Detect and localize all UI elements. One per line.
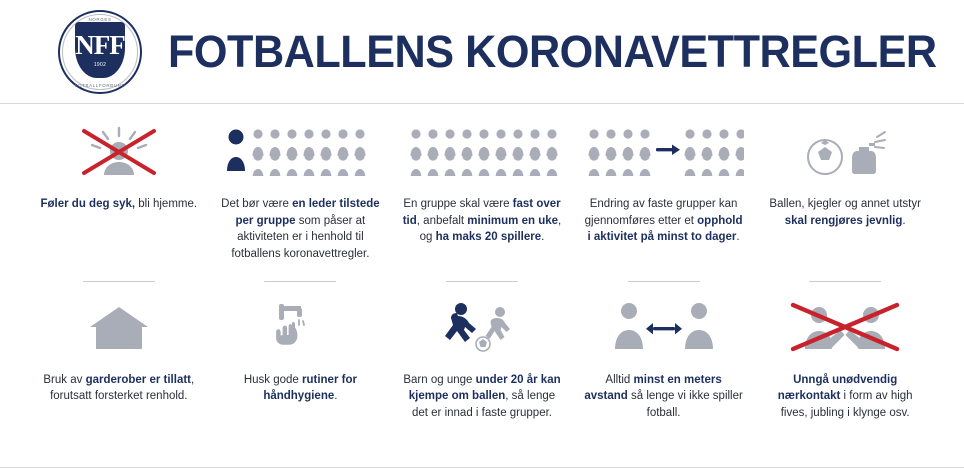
- rule-caption-8: Barn og unge under 20 år kan kjempe om ballen, så lenge det er innad i faste grupper.: [403, 373, 561, 420]
- separator-cell-3: [391, 281, 573, 282]
- rule-caption-2: Det bør være en leder tilstede per gruppe som påser at aktiviteten er i henhold til fotballens koronavettregler.: [221, 198, 380, 261]
- row-separators: [28, 281, 936, 282]
- rule-card-7: [210, 286, 392, 405]
- separator-cell-2: [210, 281, 392, 282]
- separator-line: [83, 281, 155, 282]
- rule-caption-1: Føler du deg syk, bli hjemme.: [40, 198, 198, 210]
- separator-line: [809, 281, 881, 282]
- fixed-group-of-twenty-icon: [401, 120, 563, 182]
- rule-card-9: [573, 286, 755, 422]
- rules-row-2: [28, 286, 936, 422]
- hand-washing-tap-icon: [220, 296, 382, 358]
- rule-caption-6: Bruk av garderober er tillatt, forutsatt forsterket renhold.: [43, 373, 195, 403]
- changing-room-building-icon: [38, 296, 200, 358]
- header: [0, 0, 964, 104]
- rule-card-2: [210, 104, 392, 263]
- rule-caption-10: Unngå unødvendig nærkontakt i form av high fives, jubling i klynge osv.: [777, 373, 913, 420]
- rule-caption-4: Endring av faste grupper kan gjennomføres etter et opphold i aktivitet på minst to dager.: [584, 198, 743, 244]
- children-playing-ball-icon: [401, 296, 563, 358]
- rule-card-8: [391, 286, 573, 422]
- separator-cell-1: [28, 281, 210, 282]
- separator-line: [264, 281, 336, 282]
- rule-card-10: [754, 286, 936, 422]
- rule-card-6: [28, 286, 210, 405]
- nff-logo: [58, 10, 142, 94]
- rules-grid: [0, 104, 964, 422]
- rule-caption-5: Ballen, kjegler og annet utstyr skal rengjøres jevnlig.: [769, 198, 921, 227]
- one-leader-per-group-icon: [220, 120, 382, 182]
- logo-letters: NFF: [75, 30, 125, 60]
- rule-card-5: [754, 104, 936, 229]
- separator-line: [628, 281, 700, 282]
- rule-caption-9: Alltid minst en meters avstand så lenge vi ikke spiller fotball.: [584, 373, 743, 420]
- logo-arc-top-text: NORGES: [88, 17, 112, 22]
- logo-shield-icon: [75, 22, 125, 78]
- sick-person-crossed-out-icon: [38, 120, 200, 182]
- no-close-contact-crossed-out-icon: [764, 296, 926, 358]
- one-meter-distance-icon: [583, 296, 745, 358]
- rule-caption-3: En gruppe skal være fast over tid, anbefalt minimum en uke, og ha maks 20 spillere.: [402, 198, 562, 244]
- rule-caption-7: Husk gode rutiner for håndhygiene.: [243, 373, 357, 403]
- rules-row-1: [28, 104, 936, 263]
- separator-line: [446, 281, 518, 282]
- logo-year: 1902: [93, 62, 107, 68]
- ball-cones-spray-bottle-icon: [764, 120, 926, 182]
- separator-cell-5: [754, 281, 936, 282]
- rule-card-1: [28, 104, 210, 213]
- separator-cell-4: [573, 281, 755, 282]
- rule-card-3: [391, 104, 573, 246]
- page-title: FOTBALLENS KORONAVETTREGLER: [168, 26, 937, 77]
- group-change-arrow-icon: [583, 120, 745, 182]
- logo-arc-bottom-text: FOTBALLFORBUND: [74, 83, 126, 88]
- rule-card-4: [573, 104, 755, 246]
